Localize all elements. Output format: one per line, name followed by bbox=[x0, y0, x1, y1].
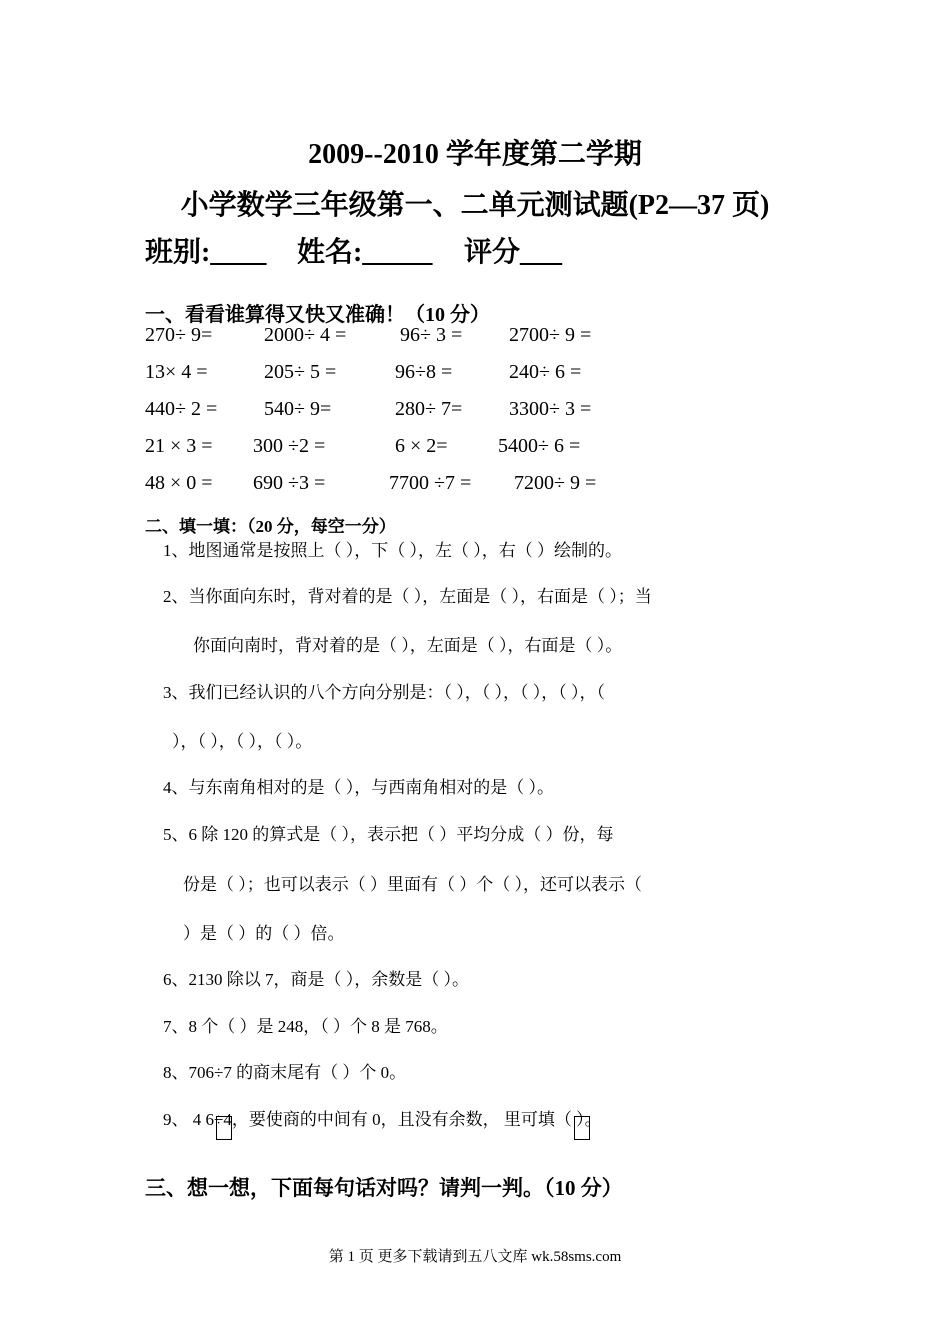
student-info bbox=[145, 230, 562, 270]
section1-heading: 一、看看谁算得又快又准确！（10 分） bbox=[145, 304, 490, 326]
calc-item: 96÷ 3 = bbox=[400, 324, 463, 346]
digit-blank-box bbox=[574, 1116, 590, 1140]
calc-item: 440÷ 2 = bbox=[145, 398, 218, 420]
page-footer: 第 1 页 更多下载请到五八文库 wk.58sms.com bbox=[328, 1249, 622, 1265]
calc-item: 3300÷ 3 = bbox=[509, 398, 592, 420]
question-line: 5、6 除 120 的算式是（ ），表示把（ ）平均分成（ ）份，每 bbox=[163, 825, 614, 844]
calc-item: 6 × 2= bbox=[395, 435, 448, 457]
section3-heading: 三、想一想，下面每句话对吗？请判一判。（10 分） bbox=[145, 1176, 623, 1200]
question-line: 份是（ ）；也可以表示（ ）里面有（ ）个（ ），还可以表示（ bbox=[183, 875, 642, 894]
name-label: 姓名:_____ bbox=[297, 237, 433, 268]
calc-item: 205÷ 5 = bbox=[264, 361, 337, 383]
calc-item: 300 ÷2 = bbox=[253, 435, 326, 457]
question-line: 9、 4 6÷4，要使商的中间有 0，且没有余数， 里可填（ ）。 bbox=[163, 1110, 602, 1129]
calc-item: 280÷ 7= bbox=[395, 398, 463, 420]
question-line: 1、地图通常是按照上（ ），下（ ），左（ ），右（ ）绘制的。 bbox=[163, 541, 622, 560]
calc-item: 540÷ 9= bbox=[264, 398, 332, 420]
calc-item: 240÷ 6 = bbox=[509, 361, 582, 383]
calc-item: 2700÷ 9 = bbox=[509, 324, 592, 346]
calc-item: 270÷ 9= bbox=[145, 324, 213, 346]
question-line: ）是（ ）的（ ）倍。 bbox=[183, 924, 345, 943]
section2-heading: 二、填一填：（20 分，每空一分） bbox=[145, 517, 396, 536]
question-line: 2、当你面向东时，背对着的是（ ），左面是（ ），右面是（ ）；当 bbox=[163, 587, 652, 606]
calc-item: 7200÷ 9 = bbox=[514, 472, 597, 494]
calc-item: 96÷8 = bbox=[395, 361, 453, 383]
calc-item: 5400÷ 6 = bbox=[498, 435, 581, 457]
page-subtitle: 小学数学三年级第一、二单元测试题(P2—37 页) bbox=[180, 190, 770, 221]
question-line: 4、与东南角相对的是（ ），与西南角相对的是（ ）。 bbox=[163, 778, 554, 797]
question-line: 6、2130 除以 7，商是（ ），余数是（ ）。 bbox=[163, 970, 469, 989]
calc-item: 2000÷ 4 = bbox=[264, 324, 347, 346]
question-line: 8、706÷7 的商末尾有（ ）个 0。 bbox=[163, 1063, 407, 1082]
digit-blank-box bbox=[216, 1116, 232, 1140]
calc-item: 690 ÷3 = bbox=[253, 472, 326, 494]
question-line: ），（ ），（ ），（ ）。 bbox=[172, 732, 313, 751]
question-line: 你面向南时，背对着的是（ ），左面是（ ），右面是（ ）。 bbox=[193, 636, 623, 655]
calc-item: 7700 ÷7 = bbox=[389, 472, 472, 494]
question-line: 7、8 个（ ）是 248，（ ）个 8 是 768。 bbox=[163, 1017, 448, 1036]
question-line: 3、我们已经认识的八个方向分别是：（ ），（ ），（ ），（ ），（ bbox=[163, 683, 605, 702]
page-title: 2009--2010 学年度第二学期 bbox=[308, 139, 642, 170]
score-label: 评分___ bbox=[464, 237, 563, 268]
calc-item: 48 × 0 = bbox=[145, 472, 213, 494]
class-label: 班别:____ bbox=[145, 237, 267, 268]
calc-item: 13× 4 = bbox=[145, 361, 208, 383]
calc-item: 21 × 3 = bbox=[145, 435, 213, 457]
